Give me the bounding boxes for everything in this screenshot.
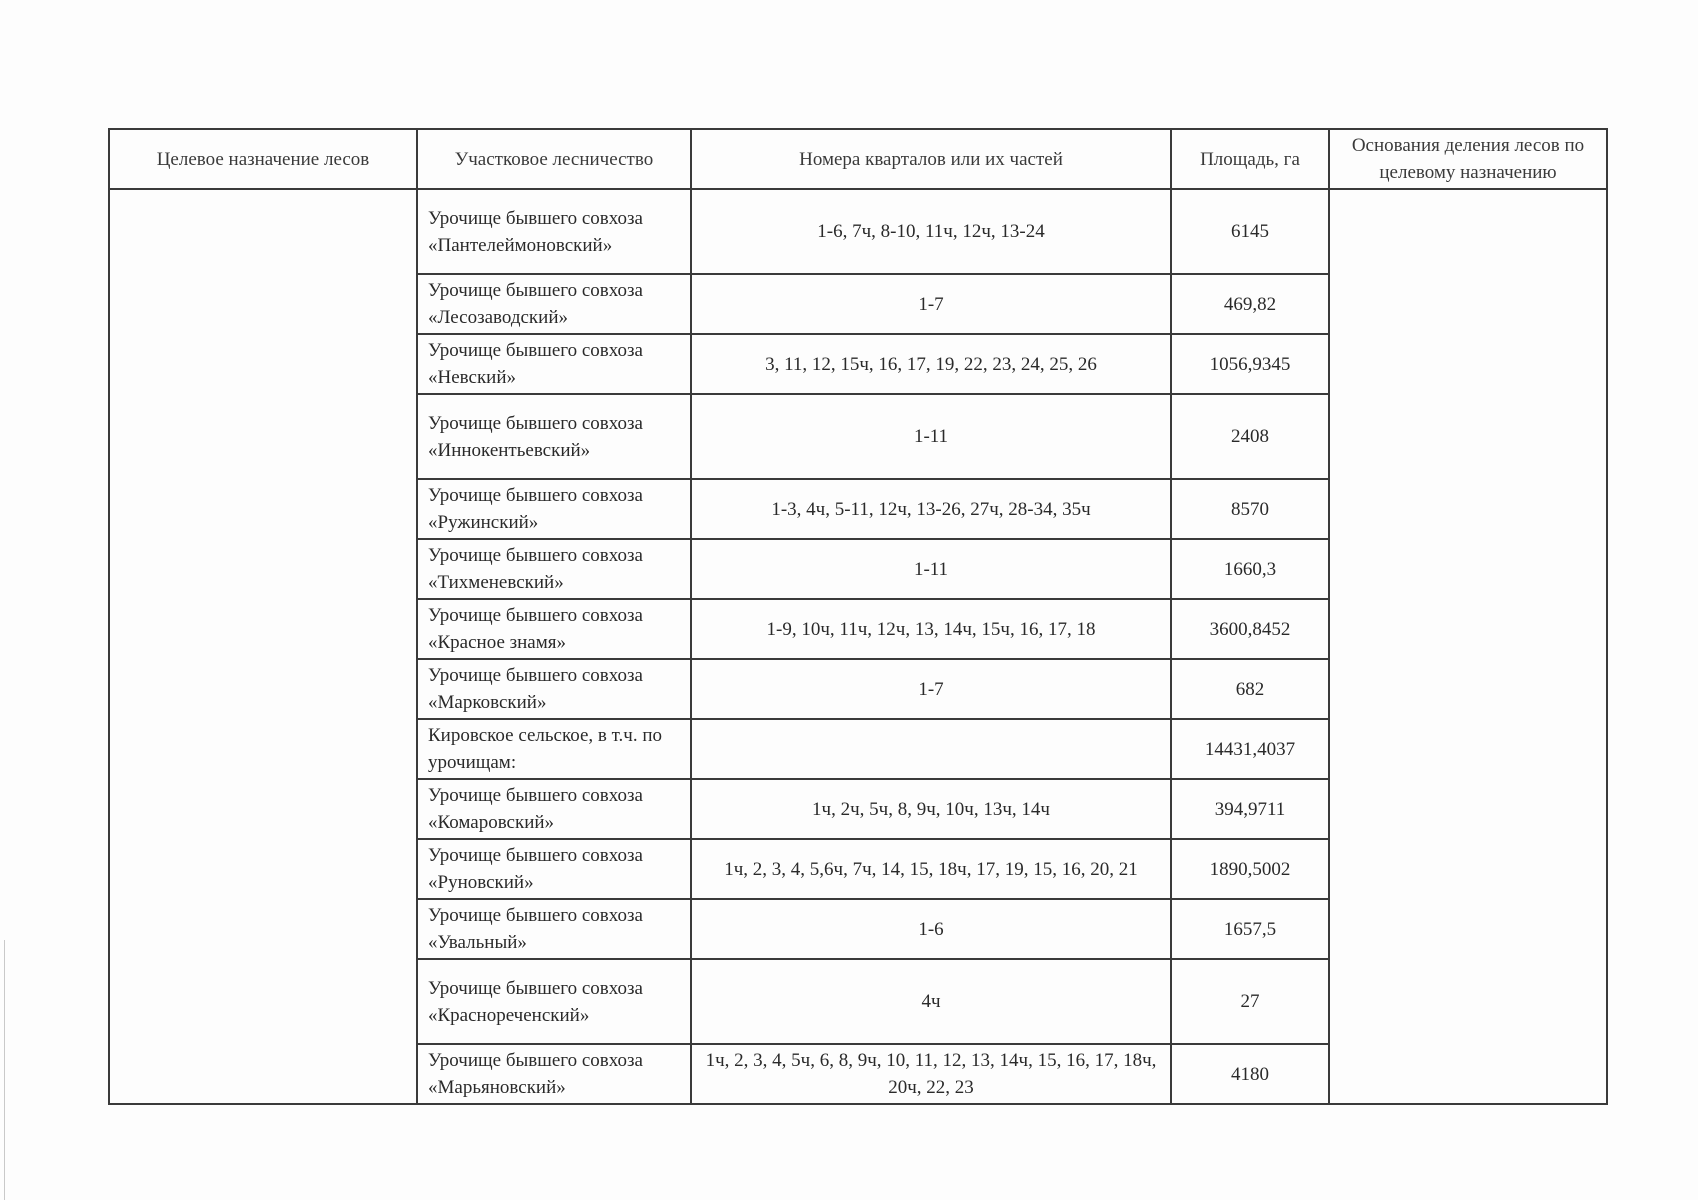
- district-cell: Урочище бывшего совхоза «Марковский»: [417, 659, 691, 719]
- district-cell: Урочище бывшего совхоза «Руновский»: [417, 839, 691, 899]
- quarters-cell: 1-9, 10ч, 11ч, 12ч, 13, 14ч, 15ч, 16, 17, 18: [691, 599, 1171, 659]
- table-body: [109, 189, 1607, 1104]
- table-header-row: [109, 129, 1607, 189]
- header-basis: Основания деления лесов по целевому назначению: [1329, 129, 1607, 189]
- area-cell: 1657,5: [1171, 899, 1329, 959]
- quarters-cell: 1-7: [691, 659, 1171, 719]
- quarters-cell: 1ч, 2, 3, 4, 5,6ч, 7ч, 14, 15, 18ч, 17, 19, 15, 16, 20, 21: [691, 839, 1171, 899]
- area-cell: 27: [1171, 959, 1329, 1044]
- area-cell: 3600,8452: [1171, 599, 1329, 659]
- area-cell: 4180: [1171, 1044, 1329, 1104]
- district-cell: Урочище бывшего совхоза «Пантелеймоновский»: [417, 189, 691, 274]
- district-cell: Урочище бывшего совхоза «Невский»: [417, 334, 691, 394]
- district-cell: Урочище бывшего совхоза «Иннокентьевский»: [417, 394, 691, 479]
- district-cell: Урочище бывшего совхоза «Краснореченский»: [417, 959, 691, 1044]
- quarters-cell: 1ч, 2, 3, 4, 5ч, 6, 8, 9ч, 10, 11, 12, 13, 14ч, 15, 16, 17, 18ч, 20ч, 22, 23: [691, 1044, 1171, 1104]
- quarters-cell: 1ч, 2ч, 5ч, 8, 9ч, 10ч, 13ч, 14ч: [691, 779, 1171, 839]
- table-row: [109, 189, 1607, 274]
- area-cell: 682: [1171, 659, 1329, 719]
- quarters-cell: 1-11: [691, 539, 1171, 599]
- area-cell: 2408: [1171, 394, 1329, 479]
- header-purpose: Целевое назначение лесов: [109, 129, 417, 189]
- district-cell: Урочище бывшего совхоза «Красное знамя»: [417, 599, 691, 659]
- quarters-cell: 1-7: [691, 274, 1171, 334]
- forest-purpose-table: [108, 128, 1608, 1105]
- header-district: Участковое лесничество: [417, 129, 691, 189]
- quarters-cell: 1-6: [691, 899, 1171, 959]
- quarters-cell: 1-3, 4ч, 5-11, 12ч, 13-26, 27ч, 28-34, 35ч: [691, 479, 1171, 539]
- area-cell: 1660,3: [1171, 539, 1329, 599]
- district-cell: Кировское сельское, в т.ч. по урочищам:: [417, 719, 691, 779]
- district-cell: Урочище бывшего совхоза «Комаровский»: [417, 779, 691, 839]
- district-cell: Урочище бывшего совхоза «Лесозаводский»: [417, 274, 691, 334]
- area-cell: 8570: [1171, 479, 1329, 539]
- quarters-cell: 4ч: [691, 959, 1171, 1044]
- district-cell: Урочище бывшего совхоза «Марьяновский»: [417, 1044, 691, 1104]
- area-cell: 394,9711: [1171, 779, 1329, 839]
- header-quarters: Номера кварталов или их частей: [691, 129, 1171, 189]
- basis-cell: [1329, 189, 1607, 1104]
- quarters-cell: [691, 719, 1171, 779]
- area-cell: 14431,4037: [1171, 719, 1329, 779]
- district-cell: Урочище бывшего совхоза «Тихменевский»: [417, 539, 691, 599]
- quarters-cell: 1-6, 7ч, 8-10, 11ч, 12ч, 13-24: [691, 189, 1171, 274]
- district-cell: Урочище бывшего совхоза «Ружинский»: [417, 479, 691, 539]
- district-cell: Урочище бывшего совхоза «Увальный»: [417, 899, 691, 959]
- header-area: Площадь, га: [1171, 129, 1329, 189]
- scan-edge-line: [4, 940, 5, 1200]
- quarters-cell: 3, 11, 12, 15ч, 16, 17, 19, 22, 23, 24, 25, 26: [691, 334, 1171, 394]
- area-cell: 6145: [1171, 189, 1329, 274]
- area-cell: 469,82: [1171, 274, 1329, 334]
- area-cell: 1056,9345: [1171, 334, 1329, 394]
- purpose-cell: [109, 189, 417, 1104]
- area-cell: 1890,5002: [1171, 839, 1329, 899]
- quarters-cell: 1-11: [691, 394, 1171, 479]
